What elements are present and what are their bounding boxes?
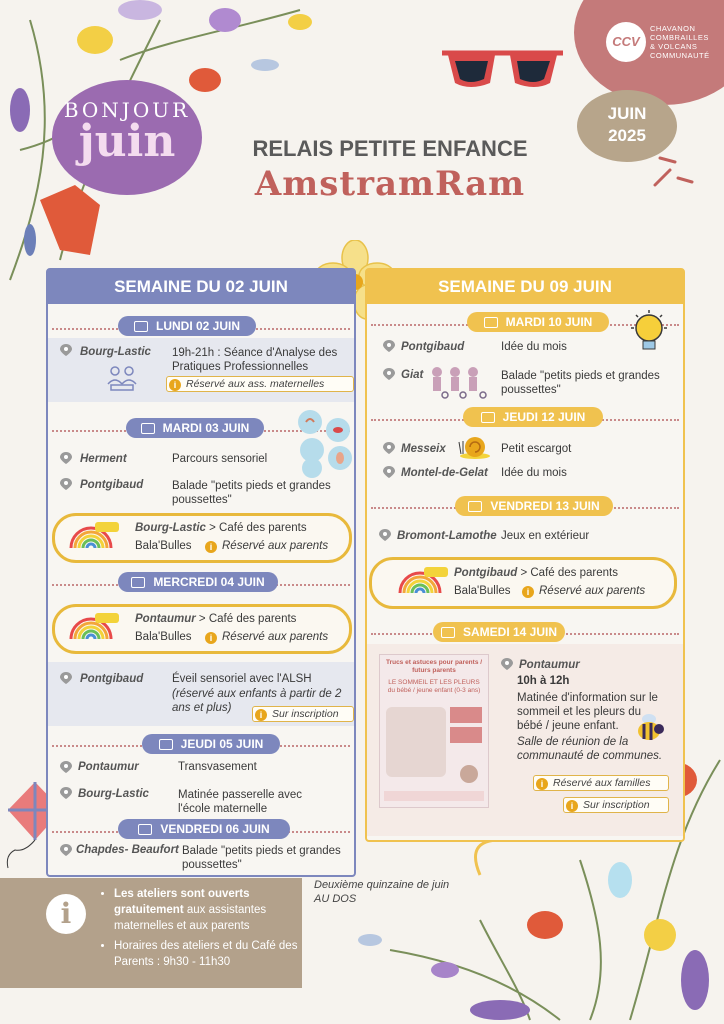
inscription-tag: i Sur inscription [252, 706, 354, 722]
calendar-icon [484, 317, 498, 328]
location-name: Montel-de-Gelat [401, 467, 488, 479]
calendar-icon [141, 423, 155, 434]
info-icon: i [255, 709, 267, 721]
meeting-icon [106, 362, 138, 392]
reservation-tag: i Réservé aux parents [522, 585, 645, 598]
event-text: Transvasement [178, 761, 257, 773]
day-mardi: MARDI 10 JUIN [467, 312, 609, 332]
baby-photo [386, 707, 446, 777]
balabulles-logo [65, 520, 123, 556]
event-time: 10h à 12h [517, 675, 570, 687]
ccv-logo: CCV [606, 22, 646, 62]
calendar-icon [468, 501, 482, 512]
reservation-tag: i Réservé aux parents [205, 540, 328, 553]
day-jeudi: JEUDI 12 JUIN [463, 407, 603, 427]
location-name: Pontgibaud [454, 567, 518, 579]
location-name: Bromont-Lamothe [397, 530, 497, 542]
location-pin-icon [60, 478, 72, 490]
location-name: Pontaumur [78, 761, 139, 773]
date-badge [577, 90, 677, 162]
location-pin-icon [379, 529, 391, 541]
event-text: Éveil sensoriel avec l'ALSH [172, 673, 312, 685]
location-name: Herment [80, 453, 127, 465]
snail-icon [457, 434, 491, 460]
event-text: Matinée d'information sur le sommeil et les pleurs du bébé / jeune enfant. [517, 692, 658, 732]
date-year: 2025 [608, 126, 646, 145]
page-subtitle: RELAIS PETITE ENFANCE [252, 136, 528, 161]
week1-panel [46, 268, 356, 877]
info-icon: i [169, 379, 181, 391]
day-mardi: MARDI 03 JUIN [126, 418, 264, 438]
cafe-parents-box: Pontaumur > Café des parents Bala'Bulles i Réservé aux parents [52, 604, 352, 654]
page-title: AmstramRam [254, 164, 526, 204]
event-text: Matinée passerelle avec l'école maternelle [178, 789, 303, 815]
week1-title: SEMAINE DU 02 JUIN [48, 270, 354, 304]
info-list [98, 886, 314, 974]
location-pin-icon [60, 344, 72, 356]
calendar-icon [441, 627, 455, 638]
location-name: Pontaumur [519, 659, 580, 671]
location-name: Giat [401, 369, 424, 381]
location-name: Pontgibaud [80, 479, 144, 491]
event-text: 19h-21h : Séance d'Analyse des Pratiques Professionnelles [172, 347, 338, 373]
senses-icon [296, 408, 352, 480]
cafe-parents-box: Bourg-Lastic > Café des parents Bala'Bulles i Réservé aux parents [52, 513, 352, 563]
event-note: (réservé aux enfants à partir de 2 ans et plus) [172, 688, 342, 714]
lightbulb-icon [629, 308, 669, 360]
back-page-note: Deuxième quinzaine de juin AU DOS [314, 879, 450, 905]
location-pin-icon [60, 452, 72, 464]
info-item: • Les ateliers sont ouverts gratuitement aux assistantes maternelles et aux parents [114, 886, 314, 934]
calendar-icon [481, 412, 495, 423]
bonjour-text: BONJOUR [63, 98, 191, 122]
info-icon: i [205, 632, 217, 644]
event-text: Petit escargot [501, 443, 572, 455]
location-pin-icon [60, 844, 72, 856]
event-text: Café des parents [208, 613, 297, 625]
day-vendredi: VENDREDI 06 JUIN [118, 819, 290, 839]
info-footer [0, 878, 302, 988]
bonjour-juin-badge [52, 80, 202, 195]
calendar-icon [134, 321, 148, 332]
bee-icon [633, 713, 665, 743]
families-tag: i Réservé aux familles [533, 775, 669, 791]
date-month: JUIN [607, 104, 647, 123]
location-name: Messeix [401, 443, 446, 455]
week2-panel [365, 268, 685, 842]
cafe-parents-box: Pontgibaud > Café des parents Bala'Bulles i Réservé aux parents [369, 557, 677, 609]
location-name: Pontgibaud [80, 673, 144, 685]
balabulles-logo [394, 565, 452, 601]
day-samedi: SAMEDI 14 JUIN [433, 622, 565, 642]
location-pin-icon [501, 658, 513, 670]
event-text: Balade "petits pieds et grandes poussettes" [172, 480, 331, 506]
event-text: Balade "petits pieds et grandes poussettes" [182, 845, 341, 871]
location-name: Bourg-Lastic [80, 346, 151, 358]
location-pin-icon [383, 368, 395, 380]
event-text: Idée du mois [501, 341, 567, 353]
event-text: Café des parents [530, 567, 618, 579]
organizer-name: Bala'Bulles [454, 585, 511, 597]
location-name: Pontaumur [135, 613, 196, 625]
event-text: Balade "petits pieds et grandes poussettes" [501, 370, 660, 396]
location-name: Bourg-Lastic [78, 788, 149, 800]
reservation-tag: i Réservé aux parents [205, 631, 328, 644]
org-name: CHAVANON COMBRAILLES & VOLCANS COMMUNAUTÉ [650, 24, 710, 60]
strollers-icon [427, 364, 493, 400]
event-text: Jeux en extérieur [501, 530, 590, 542]
info-icon: i [536, 778, 548, 790]
location-pin-icon [383, 466, 395, 478]
organizer-name: Bala'Bulles [135, 540, 192, 552]
location-name: Bourg-Lastic [135, 522, 206, 534]
juin-text: juin [78, 116, 176, 167]
reservation-tag: i Réservé aux ass. maternelles [166, 376, 354, 392]
info-icon: i [566, 800, 578, 812]
info-icon: i [522, 586, 534, 598]
calendar-icon [131, 577, 145, 588]
location-name: Chapdes- Beaufort [76, 844, 179, 856]
day-jeudi: JEUDI 05 JUIN [142, 734, 280, 754]
location-pin-icon [60, 787, 72, 799]
location-pin-icon [60, 672, 72, 684]
calendar-icon [159, 739, 173, 750]
sun-rays-icon [650, 150, 700, 190]
week2-title: SEMAINE DU 09 JUIN [367, 270, 683, 304]
sunglasses-icon [440, 45, 565, 95]
event-poster: Trucs et astuces pour parents / futurs parents LE SOMMEIL ET LES PLEURS du bébé / jeune enfant (0-3 ans) [379, 654, 489, 808]
balabulles-logo [65, 611, 123, 647]
event-text: Idée du mois [501, 467, 567, 479]
location-pin-icon [383, 442, 395, 454]
organizer-name: Bala'Bulles [135, 631, 192, 643]
location-name: Pontgibaud [401, 341, 465, 353]
location-pin-icon [383, 340, 395, 352]
day-vendredi: VENDREDI 13 JUIN [455, 496, 613, 516]
day-mercredi: MERCREDI 04 JUIN [118, 572, 278, 592]
info-icon: i [46, 894, 86, 934]
day-lundi: LUNDI 02 JUIN [118, 316, 256, 336]
event-place: Salle de réunion de la communauté de communes. [517, 736, 663, 762]
info-icon: i [205, 541, 217, 553]
info-item: • Horaires des ateliers et du Café des Parents : 9h30 - 11h30 [114, 938, 314, 970]
calendar-icon [138, 824, 152, 835]
location-pin-icon [60, 761, 72, 773]
inscription-tag: i Sur inscription [563, 797, 669, 813]
event-text: Parcours sensoriel [172, 453, 268, 465]
event-text: Café des parents [219, 522, 307, 534]
